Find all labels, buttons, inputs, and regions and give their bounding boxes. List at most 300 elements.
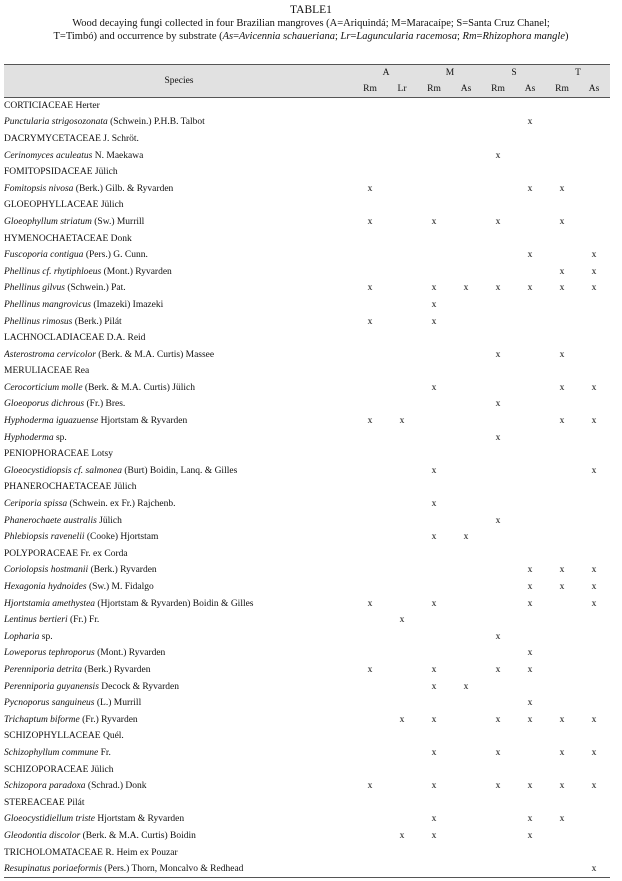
occurrence-cell: x	[431, 316, 437, 327]
caption-sep: ;	[334, 31, 341, 42]
species-row	[4, 861, 610, 878]
species-row	[4, 812, 610, 829]
occurrence-cell	[450, 612, 482, 629]
species-name-cell	[4, 712, 354, 729]
occurrence-cell	[578, 662, 610, 679]
occurrence-cell	[450, 828, 482, 845]
occurrence-cell	[546, 148, 578, 165]
header-site-s: S	[511, 68, 517, 78]
occurrence-cell	[546, 828, 578, 845]
species-row	[4, 347, 610, 364]
occurrence-cell	[354, 812, 386, 829]
species-binomial: Trichaptum biforme	[4, 714, 80, 725]
occurrence-cell: x	[495, 150, 501, 161]
family-row	[4, 546, 610, 563]
occurrence-cell	[354, 430, 386, 447]
species-name-cell	[4, 812, 354, 829]
species-row	[4, 745, 610, 762]
occurrence-cell	[354, 513, 386, 530]
occurrence-cell: x	[527, 283, 533, 294]
occurrence-cell	[354, 695, 386, 712]
occurrence-cell: x	[591, 465, 597, 476]
occurrence-cell: x	[431, 747, 437, 758]
occurrence-cell	[450, 430, 482, 447]
species-name-cell	[4, 745, 354, 762]
occurrence-cell: x	[367, 781, 373, 792]
occurrence-cell	[354, 612, 386, 629]
occurrence-cell	[578, 148, 610, 165]
occurrence-cell	[386, 281, 418, 298]
occurrence-cell: x	[431, 283, 437, 294]
occurrence-cell	[514, 314, 546, 331]
occurrence-cell: x	[431, 532, 437, 543]
species-author: (Berk.) Gilb. & Ryvarden	[73, 183, 174, 194]
occurrence-cell	[514, 513, 546, 530]
occurrence-cell: x	[527, 648, 533, 659]
occurrence-cell	[482, 812, 514, 829]
species-row	[4, 281, 610, 298]
occurrence-cell: x	[559, 266, 565, 277]
species-author: Jülich	[96, 515, 122, 526]
species-author: (Pers.) Thorn, Moncalvo & Redhead	[101, 864, 244, 875]
occurrence-cell	[482, 496, 514, 513]
occurrence-cell	[418, 612, 450, 629]
occurrence-cell: x	[591, 565, 597, 576]
occurrence-cell	[450, 297, 482, 314]
occurrence-cell	[450, 629, 482, 646]
species-binomial: Loweporus tephroporus	[4, 648, 95, 659]
species-name-cell	[4, 413, 354, 430]
occurrence-cell	[354, 496, 386, 513]
caption-line-1: Wood decaying fungi collected in four Brazilian mangroves (A=Ariquindá; M=Maracaípe; S=Santa Cruz Chanel;	[72, 18, 550, 29]
occurrence-cell: x	[367, 316, 373, 327]
family-name: PHANEROCHAETACEAE Jülich	[4, 482, 137, 493]
occurrence-cell: x	[559, 814, 565, 825]
occurrence-cell	[418, 264, 450, 281]
species-row	[4, 513, 610, 530]
occurrence-cell	[354, 297, 386, 314]
species-binomial: Fuscoporia contigua	[4, 250, 84, 261]
species-row	[4, 828, 610, 845]
occurrence-cell	[450, 347, 482, 364]
occurrence-cell	[354, 745, 386, 762]
occurrence-cell	[482, 612, 514, 629]
occurrence-cell	[386, 430, 418, 447]
occurrence-cell	[514, 745, 546, 762]
occurrence-cell	[578, 513, 610, 530]
occurrence-cell: x	[527, 781, 533, 792]
family-row	[4, 795, 610, 812]
species-name-cell	[4, 828, 354, 845]
occurrence-cell: x	[591, 747, 597, 758]
occurrence-cell: x	[559, 582, 565, 593]
occurrence-cell	[418, 861, 450, 878]
header-substrate: Rm	[491, 84, 505, 94]
species-name-cell	[4, 264, 354, 281]
header-site-t: T	[575, 68, 581, 78]
occurrence-cell	[418, 347, 450, 364]
occurrence-cell: x	[431, 830, 437, 841]
species-author: (Sw.) Murrill	[91, 216, 145, 227]
occurrence-cell	[482, 264, 514, 281]
occurrence-cell: x	[495, 781, 501, 792]
occurrence-cell	[418, 563, 450, 580]
table-title: TABLE1	[290, 4, 332, 16]
occurrence-cell	[418, 629, 450, 646]
occurrence-cell	[418, 413, 450, 430]
species-author: (Imazeki) Imazeki	[90, 299, 164, 310]
species-author: (L.) Murrill	[94, 698, 142, 709]
family-row	[4, 762, 610, 779]
occurrence-cell	[354, 861, 386, 878]
occurrence-cell	[386, 380, 418, 397]
occurrence-cell	[418, 646, 450, 663]
species-name-cell	[4, 596, 354, 613]
occurrence-cell	[386, 812, 418, 829]
occurrence-cell	[450, 463, 482, 480]
family-row	[4, 729, 610, 746]
occurrence-cell: x	[431, 714, 437, 725]
occurrence-cell	[482, 297, 514, 314]
header-species: Species	[164, 76, 194, 86]
species-row	[4, 563, 610, 580]
occurrence-cell: x	[431, 299, 437, 310]
header-site-a: A	[382, 68, 390, 78]
occurrence-cell	[386, 513, 418, 530]
occurrence-cell: x	[527, 664, 533, 675]
occurrence-cell	[450, 563, 482, 580]
occurrence-cell: x	[527, 814, 533, 825]
occurrence-cell	[354, 247, 386, 264]
species-binomial: Hyphoderma iguazuense	[4, 416, 99, 427]
occurrence-cell	[578, 612, 610, 629]
occurrence-cell	[386, 563, 418, 580]
family-name: DACRYMYCETACEAE J. Schröt.	[4, 133, 139, 144]
occurrence-cell	[514, 347, 546, 364]
occurrence-cell: x	[527, 830, 533, 841]
occurrence-cell: x	[559, 565, 565, 576]
occurrence-cell: x	[591, 781, 597, 792]
header-substrate: Lr	[397, 84, 407, 94]
occurrence-cell	[450, 579, 482, 596]
occurrence-cell: x	[559, 349, 565, 360]
occurrence-cell	[354, 579, 386, 596]
occurrence-cell	[386, 529, 418, 546]
species-binomial: Resupinatus poriaeformis	[4, 864, 102, 875]
occurrence-cell	[546, 612, 578, 629]
occurrence-cell: x	[367, 183, 373, 194]
occurrence-cell	[546, 397, 578, 414]
species-row	[4, 529, 610, 546]
species-author: Decock & Ryvarden	[98, 681, 179, 692]
family-name: GLOEOPHYLLACEAE Jülich	[4, 200, 124, 211]
species-author: sp.	[39, 631, 53, 642]
family-name: SCHIZOPHYLLACEAE Quél.	[4, 731, 124, 742]
occurrence-cell	[450, 247, 482, 264]
species-binomial: Perenniporia guyanensis	[4, 681, 99, 692]
species-binomial: Hjortstamia amethystea	[4, 598, 96, 609]
occurrence-cell	[578, 646, 610, 663]
occurrence-cell	[450, 264, 482, 281]
occurrence-cell	[578, 347, 610, 364]
species-name-cell	[4, 612, 354, 629]
occurrence-cell	[482, 596, 514, 613]
caption-suffix: )	[565, 31, 569, 42]
occurrence-cell: x	[591, 598, 597, 609]
occurrence-cell: x	[559, 216, 565, 227]
caption-lr-name: Laguncularia racemosa	[356, 31, 457, 42]
species-name-cell	[4, 778, 354, 795]
species-author: (Cooke) Hjortstam	[84, 532, 159, 543]
occurrence-cell	[386, 148, 418, 165]
family-row	[4, 131, 610, 148]
species-author: (Mont.) Ryvarden	[101, 266, 172, 277]
caption-rm-abbr: Rm	[462, 31, 477, 42]
occurrence-cell: x	[591, 283, 597, 294]
occurrence-cell	[546, 430, 578, 447]
occurrence-cell	[418, 695, 450, 712]
species-row	[4, 712, 610, 729]
occurrence-cell	[354, 115, 386, 132]
species-binomial: Lopharia	[4, 631, 40, 642]
occurrence-cell: x	[367, 416, 373, 427]
species-author: (Berk. & M.A. Curtis) Jülich	[82, 382, 195, 393]
species-author: (Burt) Boidin, Lanq. & Gilles	[121, 465, 238, 476]
occurrence-cell	[546, 297, 578, 314]
family-row	[4, 364, 610, 381]
occurrence-cell	[578, 529, 610, 546]
species-row	[4, 662, 610, 679]
occurrence-cell	[450, 662, 482, 679]
species-binomial: Gleodontia discolor	[4, 830, 81, 841]
occurrence-cell: x	[463, 283, 469, 294]
occurrence-cell: x	[527, 582, 533, 593]
occurrence-cell: x	[495, 432, 501, 443]
family-name: FOMITOPSIDACEAE Jülich	[4, 167, 118, 178]
caption-as-abbr: As	[222, 31, 234, 42]
occurrence-cell	[354, 148, 386, 165]
occurrence-cell	[450, 181, 482, 198]
caption-lr-abbr: Lr	[340, 31, 351, 42]
occurrence-cell	[482, 115, 514, 132]
occurrence-cell	[386, 496, 418, 513]
occurrence-cell	[354, 646, 386, 663]
occurrence-cell	[514, 496, 546, 513]
occurrence-cell: x	[559, 183, 565, 194]
species-author: (Schrad.) Donk	[85, 781, 147, 792]
species-name-cell	[4, 679, 354, 696]
occurrence-cell	[482, 529, 514, 546]
species-author: (Schwein. ex Fr.) Rajchenb.	[67, 499, 176, 510]
caption-sep: ;	[457, 31, 463, 42]
occurrence-cell: x	[367, 664, 373, 675]
occurrence-cell: x	[431, 499, 437, 510]
species-name-cell	[4, 662, 354, 679]
occurrence-cell: x	[431, 598, 437, 609]
occurrence-cell	[578, 629, 610, 646]
occurrence-cell: x	[591, 250, 597, 261]
occurrence-cell	[386, 214, 418, 231]
species-binomial: Perenniporia detrita	[4, 664, 83, 675]
occurrence-cell	[354, 712, 386, 729]
occurrence-cell	[546, 629, 578, 646]
occurrence-cell	[578, 181, 610, 198]
occurrence-cell	[546, 679, 578, 696]
occurrence-cell	[482, 314, 514, 331]
occurrence-cell	[482, 861, 514, 878]
occurrence-cell	[546, 662, 578, 679]
occurrence-cell	[482, 563, 514, 580]
occurrence-cell: x	[399, 714, 405, 725]
species-row	[4, 247, 610, 264]
occurrence-cell	[418, 430, 450, 447]
occurrence-cell	[450, 513, 482, 530]
occurrence-cell: x	[367, 216, 373, 227]
species-binomial: Gloeophyllum striatum	[4, 216, 92, 227]
species-row	[4, 181, 610, 198]
species-row	[4, 778, 610, 795]
occurrence-cell: x	[559, 781, 565, 792]
occurrence-cell	[354, 463, 386, 480]
caption-as-name: Avicennia schaueriana	[239, 31, 335, 42]
occurrence-cell: x	[591, 416, 597, 427]
species-name-cell	[4, 579, 354, 596]
occurrence-cell	[482, 380, 514, 397]
occurrence-cell	[578, 430, 610, 447]
occurrence-cell: x	[527, 250, 533, 261]
occurrence-cell	[514, 380, 546, 397]
species-binomial: Gloeocystidiopsis cf. salmonea	[4, 465, 122, 476]
occurrence-cell	[386, 778, 418, 795]
species-author: (Berk.) Ryvarden	[88, 565, 157, 576]
occurrence-cell	[450, 496, 482, 513]
family-name: TRICHOLOMATACEAE R. Heim ex Pouzar	[4, 847, 178, 858]
family-name: POLYPORACEAE Fr. ex Corda	[4, 548, 128, 559]
occurrence-cell	[450, 115, 482, 132]
species-name-cell	[4, 646, 354, 663]
species-name-cell	[4, 297, 354, 314]
occurrence-cell	[546, 314, 578, 331]
species-row	[4, 214, 610, 231]
occurrence-cell	[386, 745, 418, 762]
occurrence-cell: x	[591, 864, 597, 875]
occurrence-cell	[578, 297, 610, 314]
occurrence-cell	[450, 861, 482, 878]
header-substrate: As	[524, 84, 536, 94]
occurrence-cell	[514, 612, 546, 629]
bottom-rule	[4, 877, 610, 878]
occurrence-cell	[482, 247, 514, 264]
family-row	[4, 446, 610, 463]
species-binomial: Phellinus mangrovicus	[4, 299, 91, 310]
occurrence-cell	[514, 679, 546, 696]
species-binomial: Gloeocystidiellum triste	[4, 814, 96, 825]
occurrence-cell: x	[431, 681, 437, 692]
occurrence-cell	[386, 861, 418, 878]
occurrence-cell	[354, 629, 386, 646]
species-binomial: Hexagonia hydnoides	[4, 582, 87, 593]
species-name-cell	[4, 214, 354, 231]
header-substrate: As	[588, 84, 600, 94]
caption-eq: =	[233, 31, 240, 42]
species-binomial: Coriolopsis hostmanii	[4, 565, 89, 576]
occurrence-cell	[386, 695, 418, 712]
occurrence-cell	[546, 247, 578, 264]
occurrence-cell	[418, 115, 450, 132]
occurrence-cell	[354, 347, 386, 364]
family-row	[4, 164, 610, 181]
species-name-cell	[4, 247, 354, 264]
species-row	[4, 579, 610, 596]
occurrence-cell	[354, 264, 386, 281]
occurrence-cell	[450, 380, 482, 397]
occurrence-cell	[418, 513, 450, 530]
occurrence-cell	[546, 861, 578, 878]
species-binomial: Pycnoporus sanguineus	[4, 698, 95, 709]
species-row	[4, 629, 610, 646]
occurrence-cell	[514, 148, 546, 165]
occurrence-cell	[514, 629, 546, 646]
species-author: Fr.	[98, 747, 111, 758]
caption-rm-name: Rhizophora mangle	[482, 31, 566, 42]
family-row	[4, 480, 610, 497]
family-name: LACHNOCLADIACEAE D.A. Reid	[4, 333, 146, 344]
occurrence-cell: x	[495, 664, 501, 675]
caption-line-2	[0, 30, 622, 43]
occurrence-cell: x	[495, 283, 501, 294]
occurrence-cell: x	[431, 382, 437, 393]
occurrence-cell	[354, 679, 386, 696]
family-row	[4, 98, 610, 115]
header-substrate: Rm	[427, 84, 441, 94]
occurrence-cell	[386, 463, 418, 480]
species-author: sp.	[53, 432, 67, 443]
occurrence-cell	[386, 397, 418, 414]
occurrence-cell	[482, 646, 514, 663]
species-author: (Sw.) M. Fidalgo	[86, 582, 154, 593]
species-author: (Berk.) Pilát	[72, 316, 122, 327]
species-name-cell	[4, 861, 354, 878]
occurrence-cell	[546, 513, 578, 530]
family-name: SCHIZOPORACEAE Jülich	[4, 764, 114, 775]
species-name-cell	[4, 115, 354, 132]
header-substrate: Rm	[363, 84, 377, 94]
header-site-m: M	[445, 68, 455, 78]
occurrence-cell	[386, 679, 418, 696]
species-binomial: Hyphoderma	[4, 432, 54, 443]
table-body	[4, 98, 610, 878]
species-row	[4, 380, 610, 397]
occurrence-cell	[546, 115, 578, 132]
species-binomial: Phanerochaete australis	[4, 515, 97, 526]
occurrence-cell	[418, 148, 450, 165]
occurrence-cell	[354, 563, 386, 580]
occurrence-cell	[354, 380, 386, 397]
occurrence-cell	[578, 828, 610, 845]
species-binomial: Phellinus cf. rhytiphloeus	[4, 266, 102, 277]
occurrence-cell	[450, 745, 482, 762]
species-author: (Hjortstam & Ryvarden) Boidin & Gilles	[95, 598, 254, 609]
occurrence-cell	[578, 812, 610, 829]
occurrence-cell	[418, 181, 450, 198]
occurrence-cell: x	[559, 283, 565, 294]
species-name-cell	[4, 496, 354, 513]
occurrence-cell	[514, 413, 546, 430]
occurrence-cell	[546, 596, 578, 613]
occurrence-cell	[386, 314, 418, 331]
species-name-cell	[4, 281, 354, 298]
species-name-cell	[4, 148, 354, 165]
